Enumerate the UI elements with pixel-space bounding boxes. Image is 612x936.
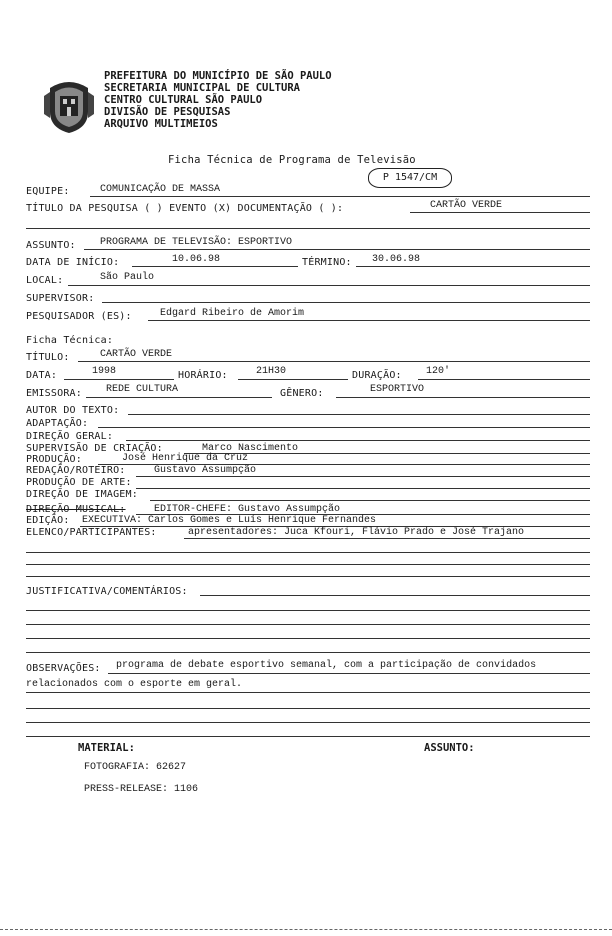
supervisao-value: Marco Nascimento — [202, 443, 299, 454]
header-line-1: PREFEITURA DO MUNICÍPIO DE SÃO PAULO — [104, 70, 332, 82]
autor-label: AUTOR DO TEXTO: — [26, 405, 120, 416]
data-label: DATA: — [26, 370, 58, 381]
duracao-label: DURAÇÃO: — [352, 370, 402, 381]
adaptacao-label: ADAPTAÇÃO: — [26, 418, 89, 429]
genero-value: ESPORTIVO — [370, 384, 425, 395]
assunto-value: PROGRAMA DE TELEVISÃO: ESPORTIVO — [100, 237, 293, 248]
form-title: Ficha Técnica de Programa de Televisão — [168, 154, 416, 166]
genero-label: GÊNERO: — [280, 388, 324, 399]
supervisao-label: SUPERVISÃO DE CRIAÇÃO: — [26, 443, 163, 454]
duracao-value: 120' — [426, 366, 451, 377]
edicao-value: EXECUTIVA: Carlos Gomes e Luís Henrique Fernandes — [82, 515, 377, 526]
data-inicio-label: DATA DE INÍCIO: — [26, 257, 120, 268]
equipe-label: EQUIPE: — [26, 186, 70, 197]
observacoes-label: OBSERVAÇÕES: — [26, 663, 101, 674]
supervisor-label: SUPERVISOR: — [26, 293, 95, 304]
titulo-pesquisa-label: TÍTULO DA PESQUISA ( ) EVENTO (X) DOCUMENTAÇÃO ( ): — [26, 203, 344, 214]
assunto-label: ASSUNTO: — [26, 240, 76, 251]
equipe-value: COMUNICAÇÃO DE MASSA — [100, 184, 221, 195]
titulo-pesquisa-value: CARTÃO VERDE — [430, 200, 503, 211]
edicao-label: EDIÇÃO: — [26, 515, 70, 526]
elenco-value: apresentadores: Juca Kfouri, Flávio Prado e José Trajano — [188, 527, 525, 538]
catalog-code-stamp: P 1547/CM — [368, 168, 452, 188]
direcao-geral-label: DIREÇÃO GERAL: — [26, 431, 114, 442]
header-line-2: SECRETARIA MUNICIPAL DE CULTURA — [104, 82, 300, 94]
observacoes-line-1: programa de debate esportivo semanal, com a participação de convidados — [116, 660, 537, 671]
horario-value: 21H30 — [256, 366, 287, 377]
header-line-4: DIVISÃO DE PESQUISAS — [104, 106, 231, 118]
material-label: MATERIAL: — [78, 742, 135, 754]
struck-label: DIREÇÃO MUSICAL: — [26, 504, 126, 515]
header-line-5: ARQUIVO MULTIMEIOS — [104, 118, 218, 130]
termino-value: 30.06.98 — [372, 254, 421, 265]
titulo-label: TÍTULO: — [26, 352, 70, 363]
pesquisador-value: Edgard Ribeiro de Amorim — [160, 308, 305, 319]
editor-chefe-value: EDITOR-CHEFE: Gustavo Assumpção — [154, 504, 341, 515]
pesquisador-label: PESQUISADOR (ES): — [26, 311, 132, 322]
horario-label: HORÁRIO: — [178, 370, 228, 381]
ficha-heading: Ficha Técnica: — [26, 335, 114, 346]
redacao-value: Gustavo Assumpção — [154, 465, 257, 476]
justificativa-label: JUSTIFICATIVA/COMENTÁRIOS: — [26, 586, 188, 597]
redacao-label: REDAÇÃO/ROTEIRO: — [26, 465, 126, 476]
data-value: 1998 — [92, 366, 117, 377]
producao-value: José Henrique da Cruz — [122, 453, 249, 464]
producao-arte-label: PRODUÇÃO DE ARTE: — [26, 477, 132, 488]
press-release-entry: PRESS-RELEASE: 1106 — [84, 784, 199, 795]
header-line-3: CENTRO CULTURAL SÃO PAULO — [104, 94, 263, 106]
city-coat-of-arms-icon — [42, 78, 96, 134]
producao-label: PRODUÇÃO: — [26, 454, 82, 465]
fotografia-entry: FOTOGRAFIA: 62627 — [84, 762, 187, 773]
termino-label: TÉRMINO: — [302, 257, 352, 268]
titulo-value: CARTÃO VERDE — [100, 349, 173, 360]
emissora-label: EMISSORA: — [26, 388, 82, 399]
elenco-label: ELENCO/PARTICIPANTES: — [26, 527, 157, 538]
emissora-value: REDE CULTURA — [106, 384, 179, 395]
data-inicio-value: 10.06.98 — [172, 254, 221, 265]
direcao-imagem-label: DIREÇÃO DE IMAGEM: — [26, 489, 138, 500]
local-value: São Paulo — [100, 272, 155, 283]
observacoes-line-2: relacionados com o esporte em geral. — [26, 679, 243, 690]
local-label: LOCAL: — [26, 275, 64, 286]
assunto-bottom-label: ASSUNTO: — [424, 742, 475, 754]
